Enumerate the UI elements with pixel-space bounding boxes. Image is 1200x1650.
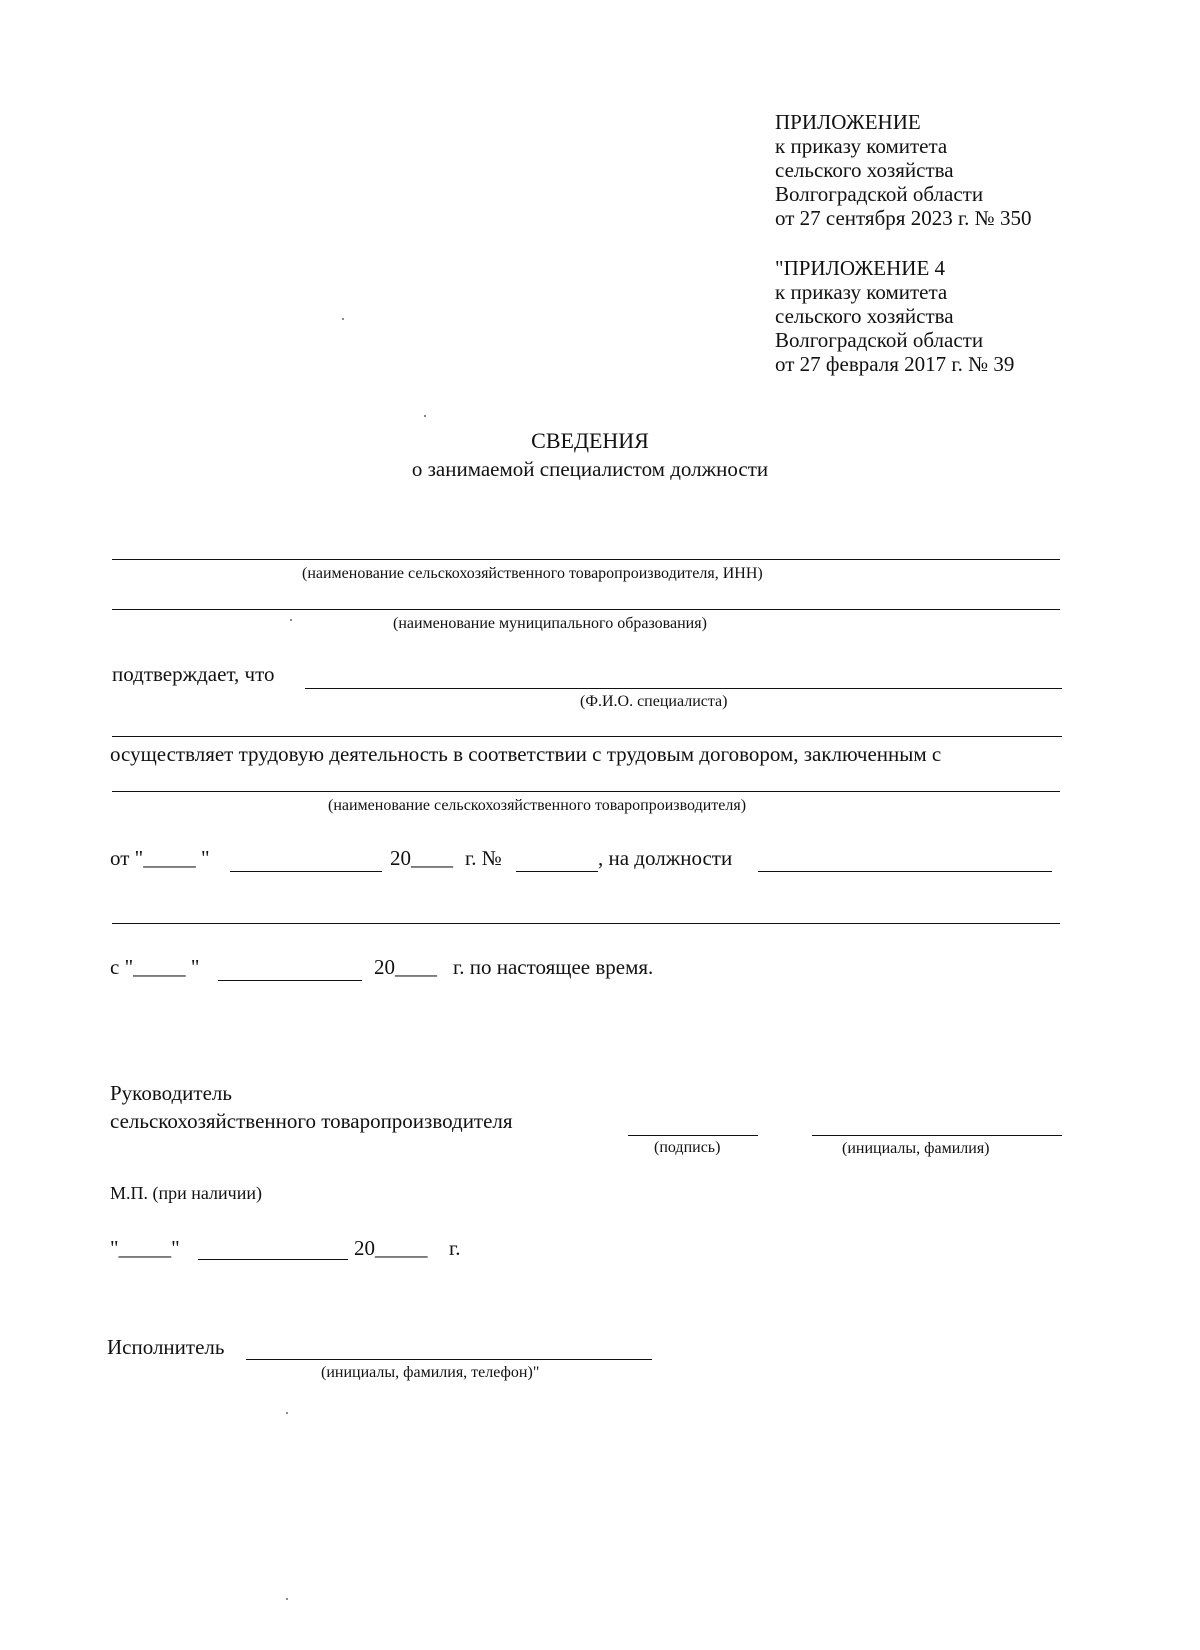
scan-speck: [286, 1412, 288, 1414]
confirms-text: подтверждает, что: [112, 662, 275, 686]
sign-date-open: "_____": [110, 1236, 180, 1260]
head-initials-line: [812, 1135, 1062, 1136]
head-initials-caption: (инициалы, фамилия): [842, 1140, 990, 1157]
employer-line: [112, 791, 1060, 792]
municipality-line: [112, 609, 1060, 610]
signature-line: [628, 1135, 758, 1136]
appendix4-header-line: Волгоградской области: [775, 328, 984, 352]
head-title-line2: сельскохозяйственного товаропроизводителя: [110, 1109, 513, 1133]
sign-date-month-line: [198, 1259, 348, 1260]
appendix-header-line: Волгоградской области: [775, 182, 984, 206]
sign-date-g: г.: [449, 1236, 461, 1260]
since-month-line: [218, 980, 362, 981]
appendix-header: [775, 110, 1031, 230]
since-date-open: с "_____ ": [110, 955, 200, 979]
executor-label: Исполнитель: [107, 1335, 225, 1359]
specialist-name-caption: (Ф.И.О. специалиста): [580, 693, 728, 710]
appendix-header-line: ПРИЛОЖЕНИЕ: [775, 110, 921, 134]
stamp-label: М.П. (при наличии): [110, 1183, 262, 1203]
appendix4-header-line: сельского хозяйства: [775, 304, 954, 328]
appendix4-header-line: "ПРИЛОЖЕНИЕ 4: [775, 256, 946, 280]
producer-inn-caption: (наименование сельскохозяйственного товаропроизводителя, ИНН): [302, 565, 763, 582]
scan-speck: [342, 318, 344, 320]
municipality-caption: (наименование муниципального образования): [393, 615, 707, 632]
appendix-header-line: от 27 сентября 2023 г. № 350: [775, 206, 1032, 230]
until-now-text: г. по настоящее время.: [453, 955, 654, 979]
producer-inn-line: [112, 559, 1060, 560]
appendix4-header-line: от 27 февраля 2017 г. № 39: [775, 352, 1015, 376]
document-subtitle: о занимаемой специалистом должности: [411, 457, 769, 481]
specialist-extra-line: [112, 736, 1062, 737]
position-extra-line: [112, 923, 1060, 924]
position-label: , на должности: [598, 846, 733, 870]
scan-speck: [424, 415, 426, 417]
executor-line: [246, 1359, 652, 1360]
contract-number-line: [516, 871, 598, 872]
appendix4-header: [775, 256, 1014, 376]
signature-caption: (подпись): [654, 1139, 721, 1156]
employer-caption: (наименование сельскохозяйственного товаропроизводителя): [328, 797, 747, 814]
employment-text: осуществляет трудовую деятельность в соответствии с трудовым договором, заключенным с: [110, 742, 942, 766]
position-line: [758, 871, 1052, 872]
document-title: СВЕДЕНИЯ: [531, 428, 649, 453]
executor-caption: (инициалы, фамилия, телефон)": [321, 1364, 540, 1381]
appendix-header-line: к приказу комитета: [775, 134, 948, 158]
contract-number-label: г. №: [465, 846, 502, 870]
contract-month-line: [230, 871, 382, 872]
specialist-name-line: [305, 688, 1062, 689]
since-year: 20____: [374, 955, 437, 979]
contract-date-open: от "_____ ": [110, 846, 210, 870]
contract-year: 20____: [390, 846, 453, 870]
scan-speck: [286, 1598, 288, 1600]
appendix-header-line: сельского хозяйства: [775, 158, 954, 182]
scan-speck: [290, 619, 292, 621]
sign-date-year: 20_____: [354, 1236, 428, 1260]
head-title-line1: Руководитель: [110, 1081, 232, 1105]
appendix4-header-line: к приказу комитета: [775, 280, 948, 304]
